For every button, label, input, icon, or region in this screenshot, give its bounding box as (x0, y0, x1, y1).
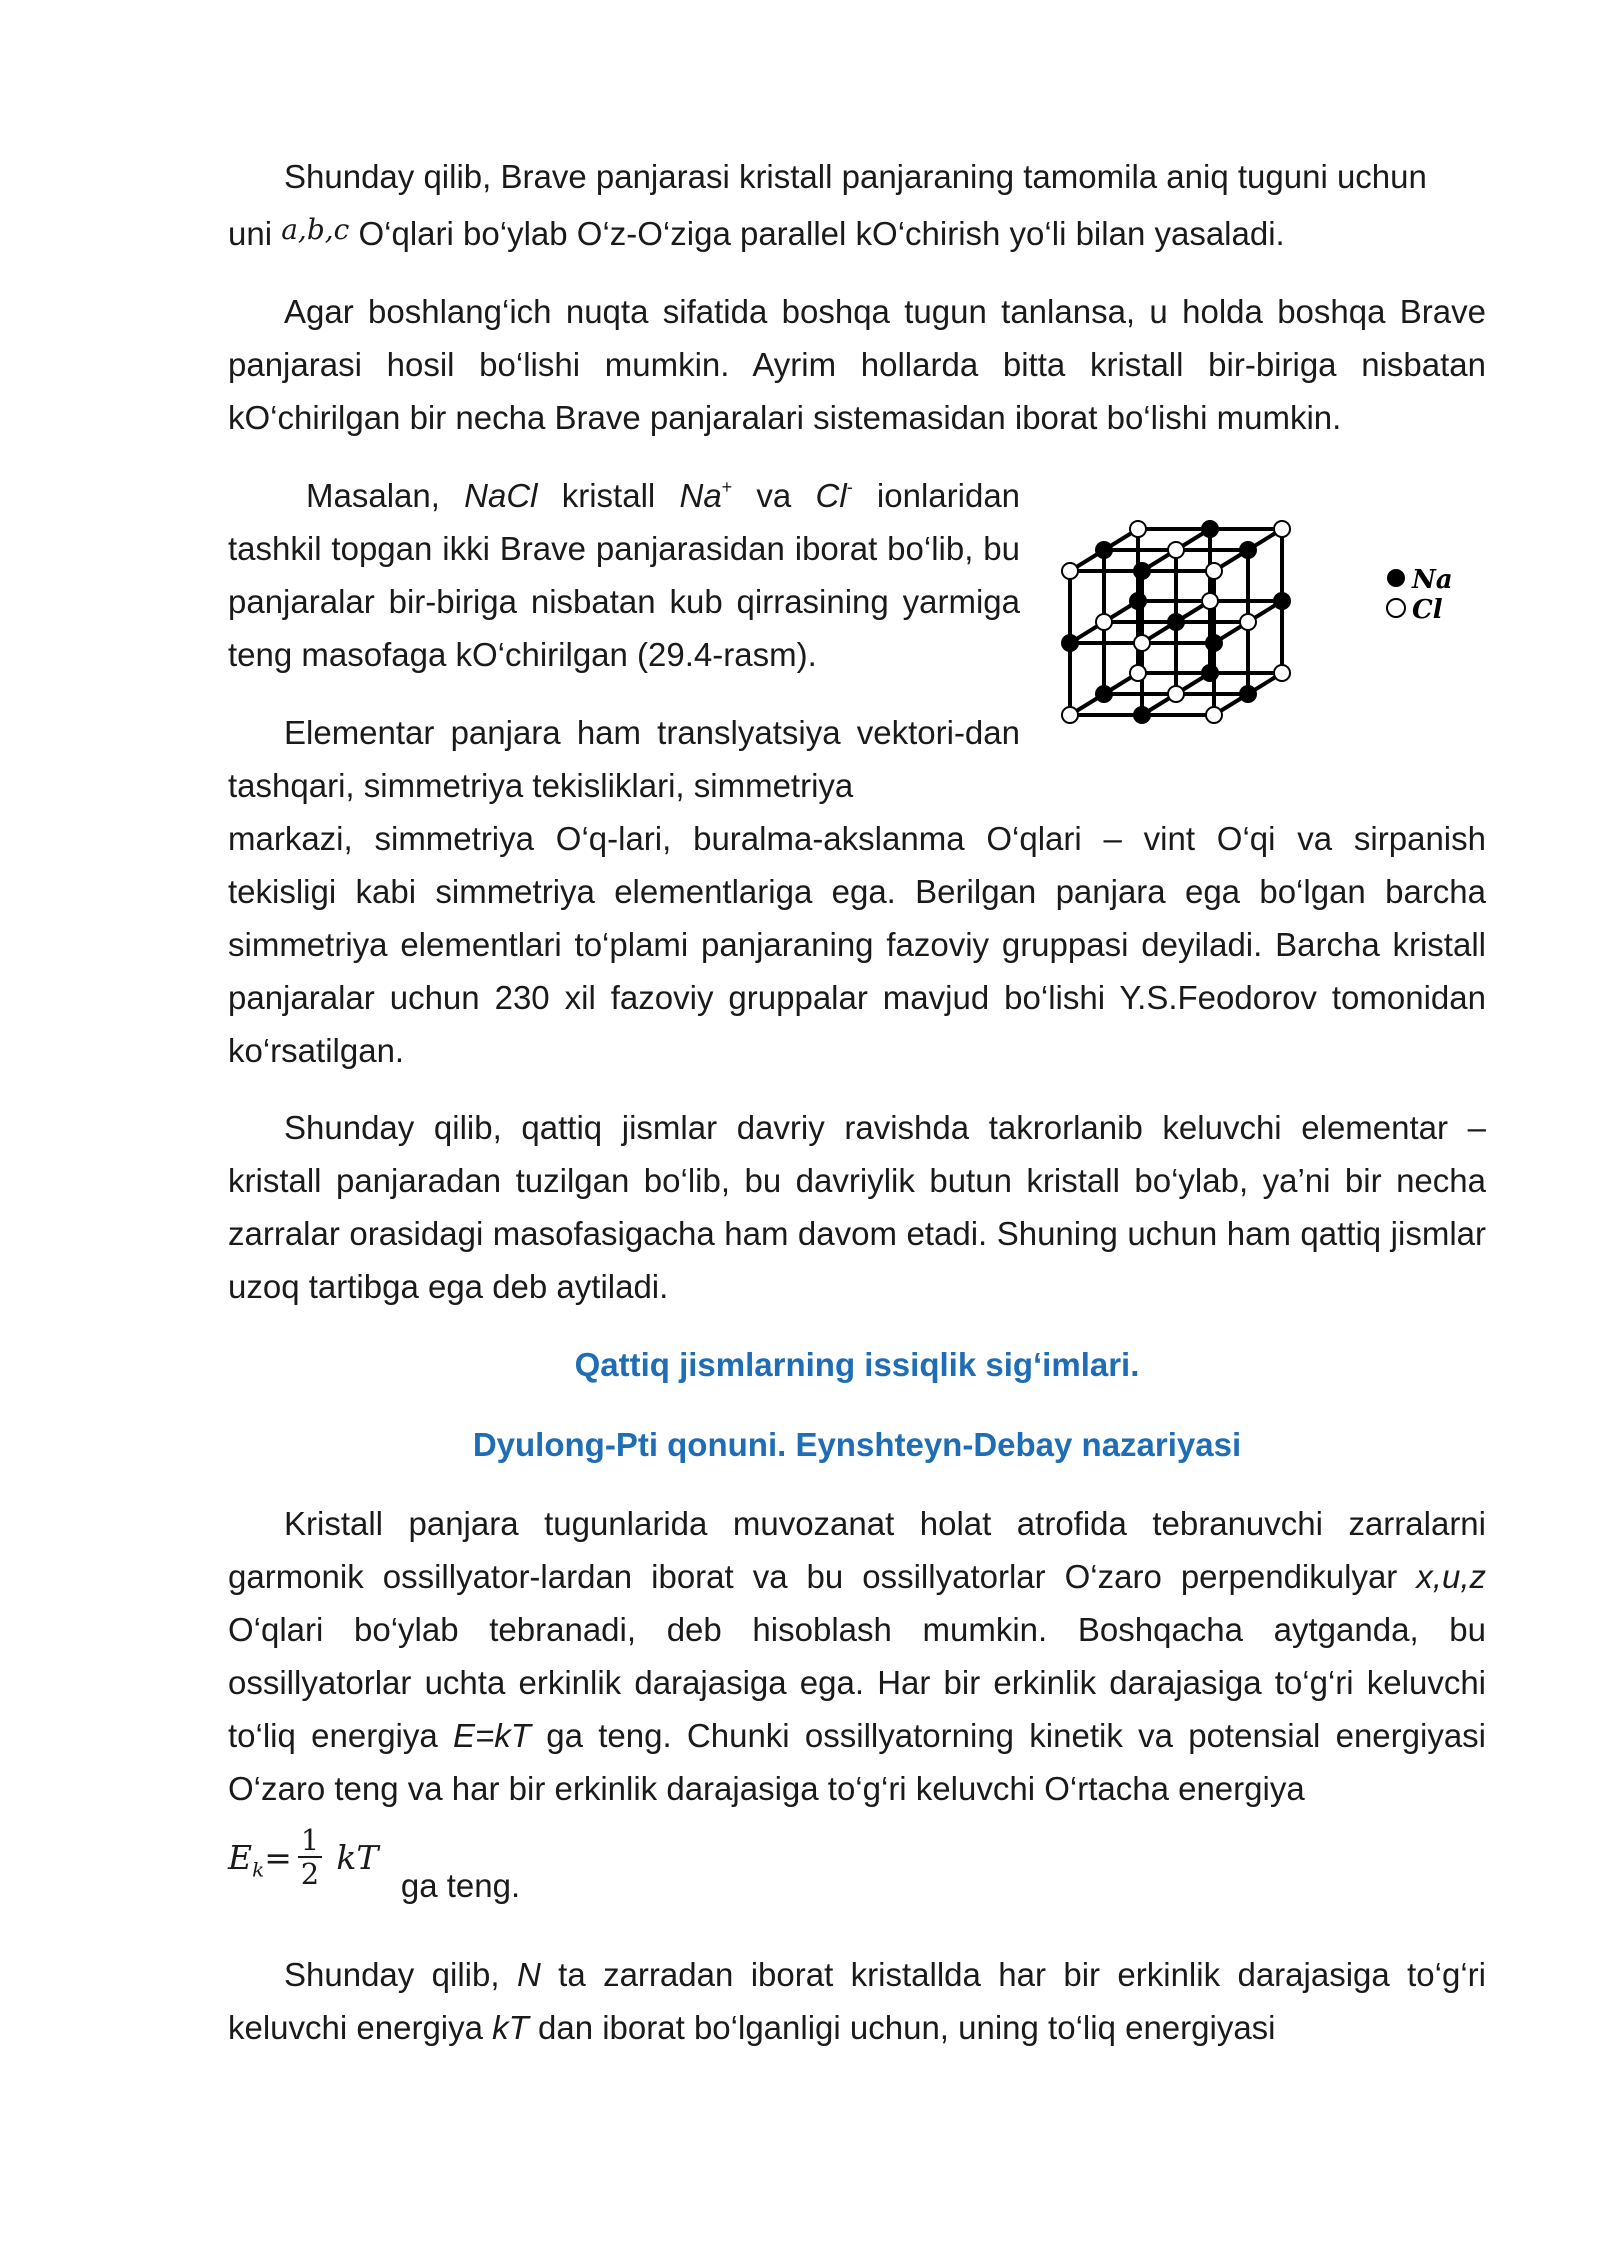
paragraph-periodicity: Shunday qilib, qattiq jismlar davriy ravishda takrorlanib keluvchi elementar – kristall panjaradan tuzilgan bo‘lib, bu davriylik butun kristall bo‘ylab, ya’ni bir necha zarralar orasidagi masofasigacha ham davom etadi. Shuning uchun ham qattiq jismlar uzoq tartibga ega deb aytiladi. (228, 1109, 1486, 1305)
vectors-abc: a,b,c (281, 213, 350, 246)
cl-ion (1168, 686, 1184, 702)
cl-ion (1168, 542, 1184, 558)
na-ion (1096, 542, 1112, 558)
lattice-nodes (1062, 521, 1290, 723)
paragraph-nacl: Masalan, NaCl kristall Na+ va Cl- ionlaridan tashkil topgan ikki Brave panjarasidan iborat bo‘lib, bu panjaralar bir-biriga nisbatan kub qirrasining yarmiga teng masofaga kO‘chirilgan (29.4-rasm). (228, 477, 1021, 673)
legend-cl-label: Cl (1412, 595, 1443, 625)
cl-ion (1202, 593, 1218, 609)
na-legend-marker (1387, 569, 1405, 587)
cl-ion (1274, 665, 1290, 681)
paragraph-total-energy: Shunday qilib, N ta zarradan iborat kristallda har bir erkinlik darajasiga to‘g‘ri keluvchi energiya kT dan iborat bo‘lganligi uchun, uning to‘liq energiyasi (228, 1956, 1486, 2046)
na-ion (1240, 686, 1256, 702)
legend-na-label: Na (1412, 565, 1453, 595)
cl-ion (1130, 521, 1146, 537)
cl-ion (1062, 563, 1078, 579)
paragraph-oscillators: Kristall panjara tugunlarida muvozanat holat atrofida tebranuvchi zarralarni garmonik ossillyator-lardan iborat va bu ossillyatorlar O‘zaro perpendikulyar x,u,z O‘qlari bo‘ylab tebranadi, deb hisoblash mumkin. Boshqacha aytganda, bu ossillyatorlar uchta erkinlik darajasiga ega. Har bir erkinlik darajasiga to‘g‘ri keluvchi to‘liq energiya E=kT ga teng. Chunki ossillyatorning kinetik va potensial energiyasi O‘zaro teng va har bir erkinlik darajasiga to‘g‘ri keluvchi O‘rtacha energiya (228, 1505, 1487, 1807)
na-ion (1240, 542, 1256, 558)
na-ion (1134, 563, 1150, 579)
fraction-one-half: 1 2 (298, 1824, 322, 1890)
cl-ion (1274, 521, 1290, 537)
cl-ion (1130, 665, 1146, 681)
formula-average-energy: $E_k=$ 1 2 kT ga teng. (228, 1823, 521, 1904)
na-ion (1168, 614, 1184, 630)
na-ion (1062, 635, 1078, 651)
cl-ion (1062, 707, 1078, 723)
paragraph-symmetry-narrow: Elementar panjara ham translyatsiya vektori-dan tashqari, simmetriya tekisliklari, simmetriya (228, 714, 1020, 804)
cl-legend-marker (1387, 599, 1405, 617)
paragraph-origin-choice: Agar boshlang‘ich nuqta sifatida boshqa tugun tanlansa, u holda boshqa Brave panjarasi hosil bo‘lishi mumkin. Ayrim hollarda bitta kristall bir-biriga nisbatan kO‘chirilgan bir necha Brave panjaralari sistemasidan iborat bo‘lishi mumkin. (228, 293, 1486, 436)
na-ion (1206, 635, 1222, 651)
cl-ion (1206, 707, 1222, 723)
na-ion (1202, 521, 1218, 537)
cl-ion (1134, 635, 1150, 651)
heading-heat-capacity: Qattiq jismlarning issiqlik sig‘imlari. (574, 1346, 1140, 1383)
na-ion (1134, 707, 1150, 723)
na-ion (1130, 593, 1146, 609)
paragraph-symmetry-wide: markazi, simmetriya O‘q-lari, buralma-akslanma O‘qlari – vint O‘qi va sirpanish tekisligi kabi simmetriya elementlariga ega. Berilgan panjara ega bo‘lgan barcha simmetriya elementlari to‘plami panjaraning fazoviy gruppasi deyiladi. Barcha kristall panjaralar uchun 230 xil fazoviy gruppalar mavjud bo‘lishi Y.S.Feodorov tomonidan ko‘rsatilgan. (228, 820, 1486, 1069)
heading-dulong-petit: Dyulong-Pti qonuni. Eynshteyn-Debay nazariyasi (472, 1426, 1242, 1463)
na-ion (1202, 665, 1218, 681)
cl-ion (1096, 614, 1112, 630)
cl-ion (1206, 563, 1222, 579)
na-ion (1096, 686, 1112, 702)
nacl-lattice-figure (1060, 490, 1480, 750)
paragraph-brave-lattice: Shunday qilib, Brave panjarasi kristall panjaraning tamomila aniq tuguni uchun uni a,b,c O‘qlari bo‘ylab O‘z-O‘ziga parallel kO‘chirish yo‘li bilan yasaladi. (228, 158, 1427, 252)
cl-ion (1240, 614, 1256, 630)
na-ion (1274, 593, 1290, 609)
